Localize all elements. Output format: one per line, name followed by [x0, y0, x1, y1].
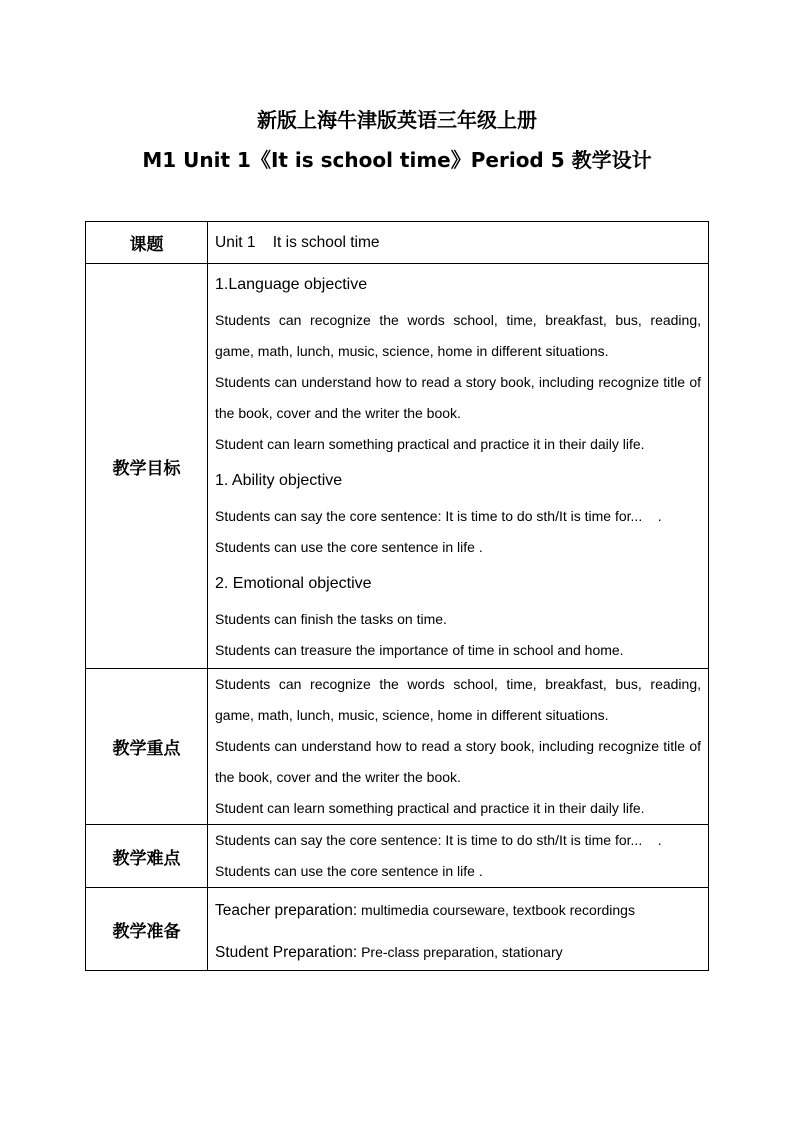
- teacher-preparation-value: multimedia courseware, textbook recordings: [357, 902, 635, 918]
- preparation-label: 教学准备: [86, 888, 208, 971]
- difficulties-cell: [208, 825, 709, 888]
- topic-row: [86, 222, 709, 264]
- paragraph: Students can say the core sentence: It is time to do sth/It is time for... .: [215, 832, 662, 848]
- preparation-cell: [208, 888, 709, 971]
- paragraph: Students can say the core sentence: It is time to do sth/It is time for... .: [215, 508, 662, 524]
- lesson-plan-table: [85, 221, 709, 971]
- teacher-preparation: [215, 900, 701, 921]
- section-heading: 2. Emotional objective: [215, 575, 372, 592]
- student-preparation: [215, 942, 701, 963]
- paragraph: Students can understand how to read a story book, including recognize title of the book, cover and the writer the book.: [215, 374, 701, 421]
- key-points-label: 教学重点: [86, 669, 208, 825]
- key-points-row: [86, 669, 709, 825]
- teacher-preparation-label: Teacher preparation:: [215, 902, 358, 919]
- difficulties-row: [86, 825, 709, 888]
- objectives-label: 教学目标: [86, 264, 208, 669]
- paragraph: Students can finish the tasks on time.: [215, 611, 447, 627]
- paragraph: Students can understand how to read a story book, including recognize title of the book, cover and the writer the book.: [215, 738, 701, 785]
- paragraph: Students can use the core sentence in life .: [215, 539, 483, 555]
- objectives-cell: [208, 264, 709, 669]
- difficulties-label: 教学难点: [86, 825, 208, 888]
- section-heading: 1.Language objective: [215, 276, 368, 293]
- topic-label: 课题: [86, 222, 208, 264]
- document-subtitle: M1 Unit 1《It is school time》Period 5 教学设计: [142, 148, 652, 172]
- topic-cell: [208, 222, 709, 264]
- objectives-row: [86, 264, 709, 669]
- section-heading: 1. Ability objective: [215, 472, 343, 489]
- paragraph: Students can recognize the words school, time, breakfast, bus, reading, game, math, lunch, music, science, home in different situations.: [215, 676, 701, 723]
- student-preparation-label: Student Preparation:: [215, 944, 358, 961]
- document-title: 新版上海牛津版英语三年级上册: [257, 108, 537, 132]
- topic-value: Unit 1 It is school time: [215, 234, 380, 251]
- paragraph: Students can recognize the words school, time, breakfast, bus, reading, game, math, lunch, music, science, home in different situations.: [215, 312, 701, 359]
- paragraph: Students can use the core sentence in life .: [215, 863, 483, 879]
- key-points-cell: [208, 669, 709, 825]
- preparation-row: [86, 888, 709, 971]
- paragraph: Student can learn something practical and practice it in their daily life.: [215, 436, 645, 452]
- paragraph: Students can treasure the importance of time in school and home.: [215, 642, 624, 658]
- paragraph: Student can learn something practical and practice it in their daily life.: [215, 800, 645, 816]
- student-preparation-value: Pre-class preparation, stationary: [357, 944, 563, 960]
